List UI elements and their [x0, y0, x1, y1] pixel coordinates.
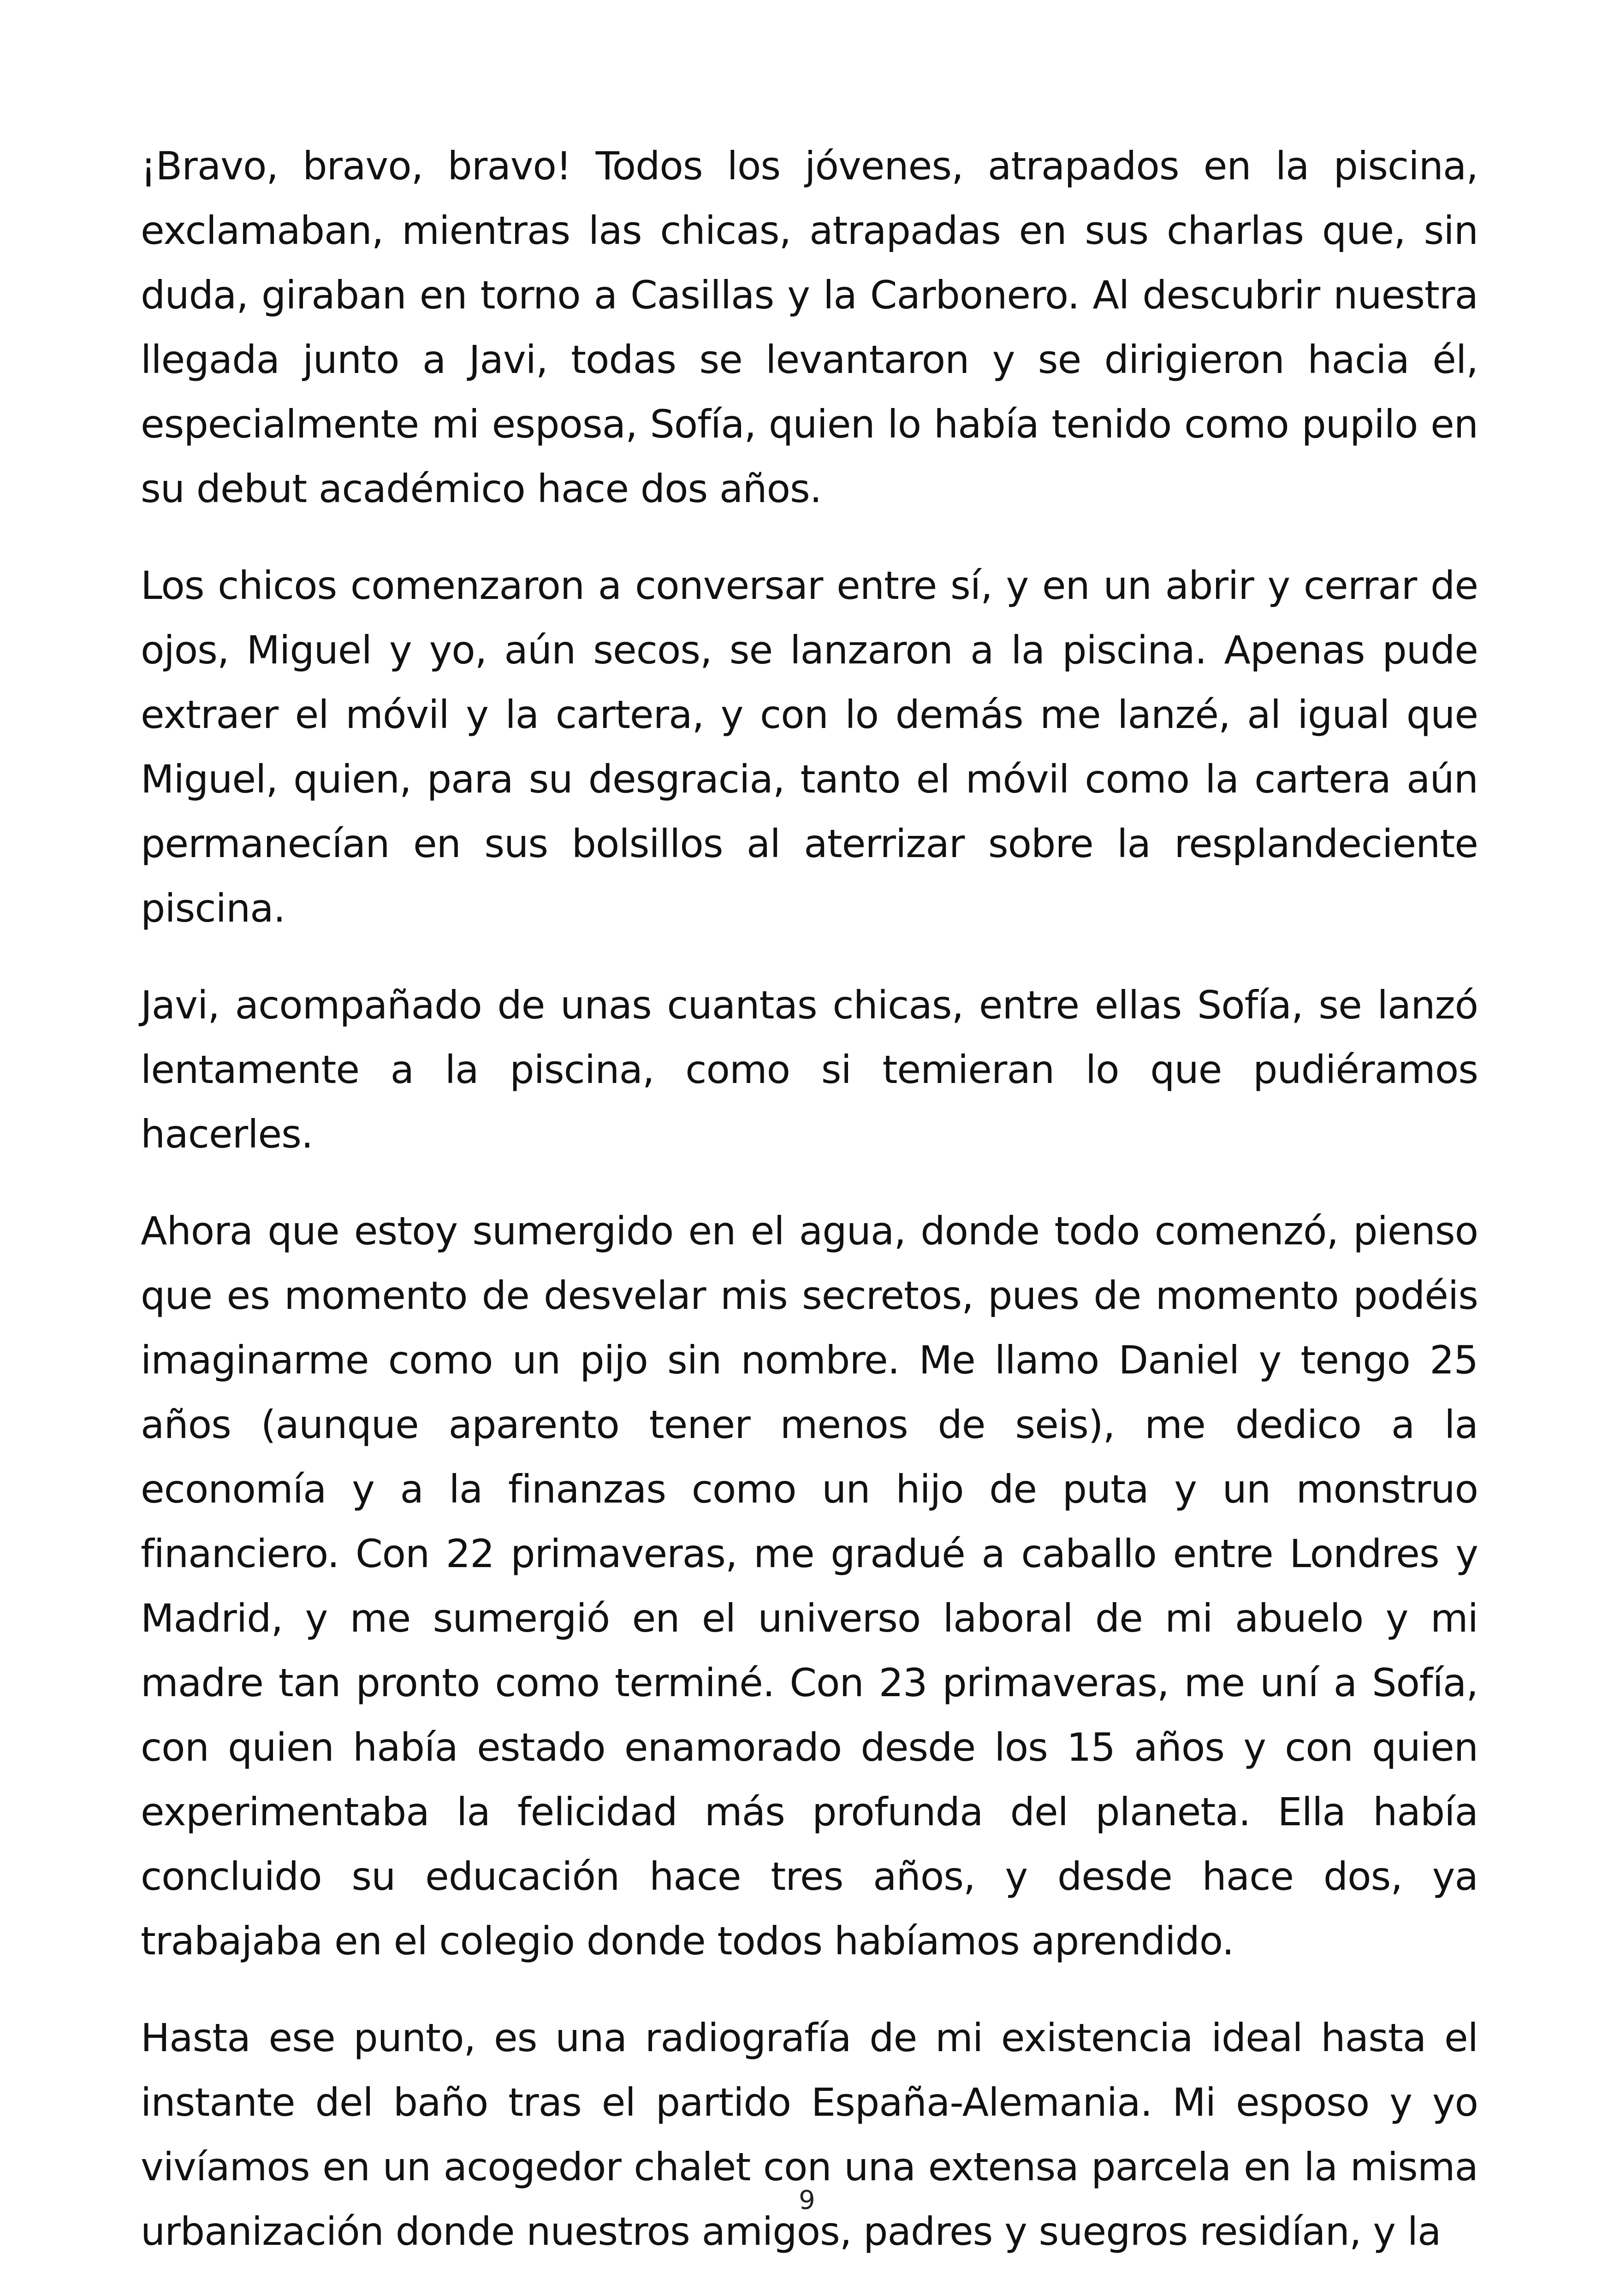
paragraph-5: Hasta ese punto, es una radiografía de mi existencia ideal hasta el instante del baño tras el partido España-Alemania. Mi esposo y yo vivíamos en un acogedor chalet con una extensa parcela en la misma urbanización donde nuestros amigos, padres y suegros residían, y la	[141, 2015, 1478, 2254]
paragraph-3: Javi, acompañado de unas cuantas chicas, entre ellas Sofía, se lanzó lentamente a la piscina, como si temieran lo que pudiéramos hacerles.	[141, 982, 1478, 1157]
body-text	[141, 134, 1478, 2296]
page-number: 9	[799, 2185, 815, 2215]
paragraph-2: Los chicos comenzaron a conversar entre sí, y en un abrir y cerrar de ojos, Miguel y yo, aún secos, se lanzaron a la piscina. Apenas pude extraer el móvil y la cartera, y con lo demás me lanzé, al igual que Miguel, quien, para su desgracia, tanto el móvil como la cartera aún permanecían en sus bolsillos al aterrizar sobre la resplandeciente piscina.	[141, 563, 1478, 931]
paragraph-4: Ahora que estoy sumergido en el agua, donde todo comenzó, pienso que es momento de desvelar mis secretos, pues de momento podéis imaginarme como un pijo sin nombre. Me llamo Daniel y tengo 25 años (aunque aparento tener menos de seis), me dedico a la economía y a la finanzas como un hijo de puta y un monstruo financiero. Con 22 primaveras, me gradué a caballo entre Londres y Madrid, y me sumergió en el universo laboral de mi abuelo y mi madre tan pronto como terminé. Con 23 primaveras, me uní a Sofía, con quien había estado enamorado desde los 15 años y con quien experimentaba la felicidad más profunda del planeta. Ella había concluido su educación hace tres años, y desde hace dos, ya trabajaba en el colegio donde todos habíamos aprendido.	[141, 1208, 1478, 1964]
paragraph-1: ¡Bravo, bravo, bravo! Todos los jóvenes, atrapados en la piscina, exclamaban, mientras las chicas, atrapadas en sus charlas que, sin duda, giraban en torno a Casillas y la Carbonero. Al descubrir nuestra llegada junto a Javi, todas se levantaron y se dirigieron hacia él, especialmente mi esposa, Sofía, quien lo había tenido como pupilo en su debut académico hace dos años.	[141, 143, 1478, 511]
